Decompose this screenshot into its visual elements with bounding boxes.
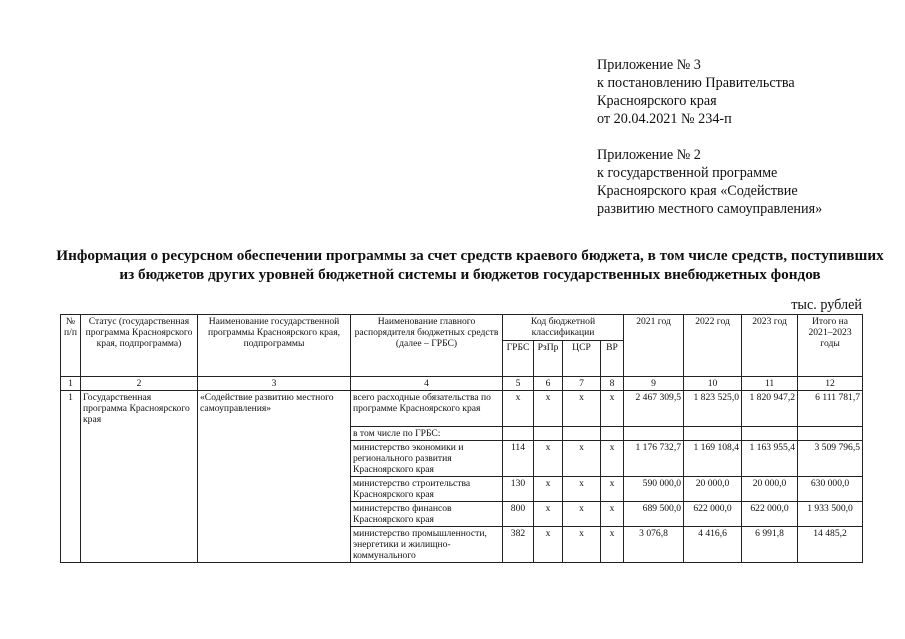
grbs-code <box>503 427 534 441</box>
document-title <box>40 246 900 284</box>
value-total: 6 111 781,7 <box>798 391 863 427</box>
header-2022: 2022 год <box>684 315 742 377</box>
grbs-label: в том числе по ГРБС: <box>351 427 503 441</box>
grbs-label: всего расходные обязательства по программе Красноярского края <box>351 391 503 427</box>
header-program-name: Наименование государственной программы Красноярского края, подпрограммы <box>198 315 351 377</box>
resource-table <box>60 314 863 563</box>
value-total: 14 485,2 <box>798 527 863 563</box>
vr-code: х <box>601 477 624 502</box>
value-2022: 622 000,0 <box>684 502 742 527</box>
annex-line: от 20.04.2021 № 234-п <box>597 111 732 127</box>
grbs-code: 800 <box>503 502 534 527</box>
value-2022: 4 416,6 <box>684 527 742 563</box>
header-rzpr: РзПр <box>534 341 563 377</box>
column-number: 7 <box>563 377 601 391</box>
annex-line: Красноярского края <box>597 93 717 109</box>
value-2022: 1 823 525,0 <box>684 391 742 427</box>
column-number: 10 <box>684 377 742 391</box>
value-2022: 1 169 108,4 <box>684 441 742 477</box>
value-total: 3 509 796,5 <box>798 441 863 477</box>
grbs-label: министерство экономики и регионального развития Красноярского края <box>351 441 503 477</box>
annex-line: развитию местного самоуправления» <box>597 201 823 217</box>
vr-code: х <box>601 441 624 477</box>
value-2021: 590 000,0 <box>624 477 684 502</box>
csr-code: х <box>563 477 601 502</box>
rzpr-code <box>534 427 563 441</box>
vr-code: х <box>601 391 624 427</box>
rzpr-code: х <box>534 477 563 502</box>
column-number: 2 <box>81 377 198 391</box>
title-line: Информация о ресурсном обеспечении программы за счет средств краевого бюджета, в том числе средств, поступивших <box>56 247 884 264</box>
value-2022 <box>684 427 742 441</box>
header-status: Статус (государственная программа Красноярского края, подпрограмма) <box>81 315 198 377</box>
grbs-label: министерство строительства Красноярского края <box>351 477 503 502</box>
header-grbs: ГРБС <box>503 341 534 377</box>
csr-code: х <box>563 527 601 563</box>
value-2023: 6 991,8 <box>742 527 798 563</box>
header-row <box>61 315 863 341</box>
annex-line: Красноярского края «Содействие <box>597 183 798 199</box>
column-number: 6 <box>534 377 563 391</box>
column-number: 3 <box>198 377 351 391</box>
column-number: 1 <box>61 377 81 391</box>
title-line: из бюджетов других уровней бюджетной системы и бюджетов государственных внебюджетных фондов <box>119 266 821 283</box>
annex-line: Приложение № 2 <box>597 147 701 163</box>
value-2023: 20 000,0 <box>742 477 798 502</box>
table-row <box>61 391 863 427</box>
header-total: Итого на 2021–2023 годы <box>798 315 863 377</box>
header-csr: ЦСР <box>563 341 601 377</box>
grbs-code: 130 <box>503 477 534 502</box>
value-total: 630 000,0 <box>798 477 863 502</box>
annex-line: к государственной программе <box>597 165 778 181</box>
value-total <box>798 427 863 441</box>
header-2021: 2021 год <box>624 315 684 377</box>
value-total: 1 933 500,0 <box>798 502 863 527</box>
annex-2-header <box>597 146 822 218</box>
rzpr-code: х <box>534 527 563 563</box>
rzpr-code: х <box>534 391 563 427</box>
grbs-code: 382 <box>503 527 534 563</box>
rzpr-code: х <box>534 502 563 527</box>
annex-line: Приложение № 3 <box>597 57 701 73</box>
column-number: 8 <box>601 377 624 391</box>
value-2023: 1 163 955,4 <box>742 441 798 477</box>
vr-code <box>601 427 624 441</box>
grbs-code: х <box>503 391 534 427</box>
value-2021: 3 076,8 <box>624 527 684 563</box>
csr-code <box>563 427 601 441</box>
value-2021: 1 176 732,7 <box>624 441 684 477</box>
value-2022: 20 000,0 <box>684 477 742 502</box>
vr-code: х <box>601 502 624 527</box>
program-number: 1 <box>61 391 81 563</box>
grbs-code: 114 <box>503 441 534 477</box>
header-2023: 2023 год <box>742 315 798 377</box>
value-2021 <box>624 427 684 441</box>
value-2023: 622 000,0 <box>742 502 798 527</box>
header-no: № п/п <box>61 315 81 377</box>
vr-code: х <box>601 527 624 563</box>
column-number: 12 <box>798 377 863 391</box>
annex-3-header <box>597 56 795 128</box>
value-2023: 1 820 947,2 <box>742 391 798 427</box>
csr-code: х <box>563 391 601 427</box>
program-name: «Содействие развитию местного самоуправления» <box>198 391 351 563</box>
value-2021: 2 467 309,5 <box>624 391 684 427</box>
unit-label: тыс. рублей <box>791 297 862 313</box>
rzpr-code: х <box>534 441 563 477</box>
csr-code: х <box>563 441 601 477</box>
annex-line: к постановлению Правительства <box>597 75 795 91</box>
column-number: 5 <box>503 377 534 391</box>
column-number: 9 <box>624 377 684 391</box>
grbs-label: министерство промышленности, энергетики и жилищно-коммунального <box>351 527 503 563</box>
header-vr: ВР <box>601 341 624 377</box>
grbs-label: министерство финансов Красноярского края <box>351 502 503 527</box>
column-number: 11 <box>742 377 798 391</box>
header-budget-code: Код бюджетной классификации <box>503 315 624 341</box>
header-grbs-name: Наименование главного распорядителя бюджетных средств (далее – ГРБС) <box>351 315 503 377</box>
program-status: Государственная программа Красноярского края <box>81 391 198 563</box>
csr-code: х <box>563 502 601 527</box>
value-2021: 689 500,0 <box>624 502 684 527</box>
value-2023 <box>742 427 798 441</box>
column-number-row <box>61 377 863 391</box>
column-number: 4 <box>351 377 503 391</box>
